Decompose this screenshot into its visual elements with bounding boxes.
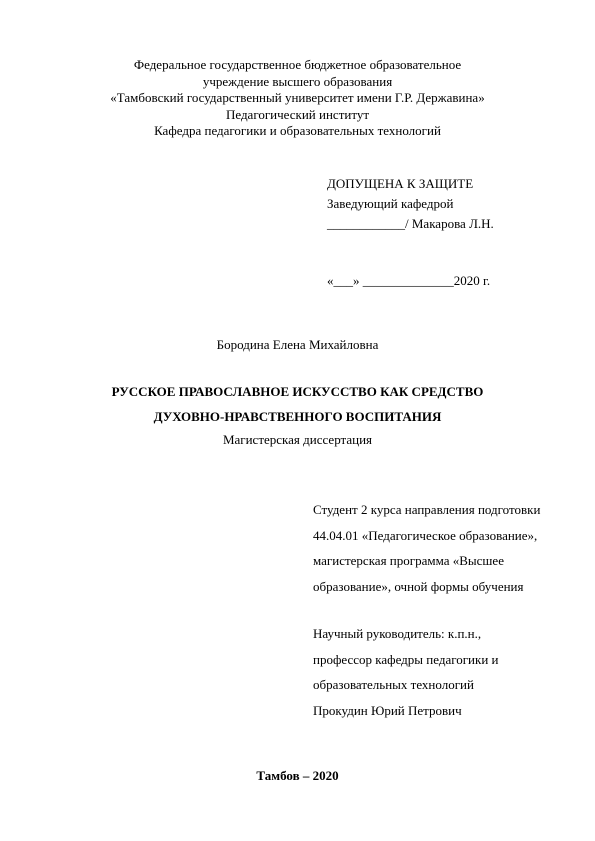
city-year: Тамбов – 2020 [256, 768, 339, 783]
header-line: Педагогический институт [225, 106, 370, 122]
header-line: Кафедра педагогики и образовательных технологий [154, 123, 441, 138]
institution-header [0, 57, 595, 140]
student-info [313, 497, 540, 599]
supervisor-info [313, 621, 499, 723]
approval-role: Заведующий кафедрой [327, 196, 454, 211]
student-line: образование», очной формы обучения [313, 578, 524, 594]
approval-signature: ____________/ Макарова Л.Н. [327, 216, 494, 231]
thesis-title-block [0, 379, 595, 451]
thesis-type: Магистерская диссертация [222, 432, 373, 447]
header-line: Федеральное государственное бюджетное образовательное [133, 57, 462, 72]
author-name: Бородина Елена Михайловна [216, 337, 379, 352]
supervisor-line: образовательных технологий [313, 677, 474, 692]
supervisor-line: Научный руководитель: к.п.н., [313, 626, 482, 641]
student-line: 44.04.01 «Педагогическое образование», [313, 527, 538, 543]
student-line: Студент 2 курса направления подготовки [313, 502, 541, 517]
approval-block [327, 174, 494, 291]
supervisor-line: Прокудин Юрий Петрович [313, 702, 462, 718]
header-line: «Тамбовский государственный университет имени Г.Р. Державина» [110, 90, 485, 105]
approval-heading: ДОПУЩЕНА К ЗАЩИТЕ [327, 176, 474, 191]
header-line: учреждение высшего образования [202, 73, 393, 89]
supervisor-line: профессор кафедры педагогики и [313, 651, 499, 667]
thesis-title-line: ДУХОВНО-НРАВСТВЕННОГО ВОСПИТАНИЯ [153, 409, 442, 424]
approval-date: «___» ______________2020 г. [327, 273, 491, 288]
thesis-title-line: РУССКОЕ ПРАВОСЛАВНОЕ ИСКУССТВО КАК СРЕДСТВО [111, 384, 484, 399]
student-line: магистерская программа «Высшее [313, 553, 504, 568]
